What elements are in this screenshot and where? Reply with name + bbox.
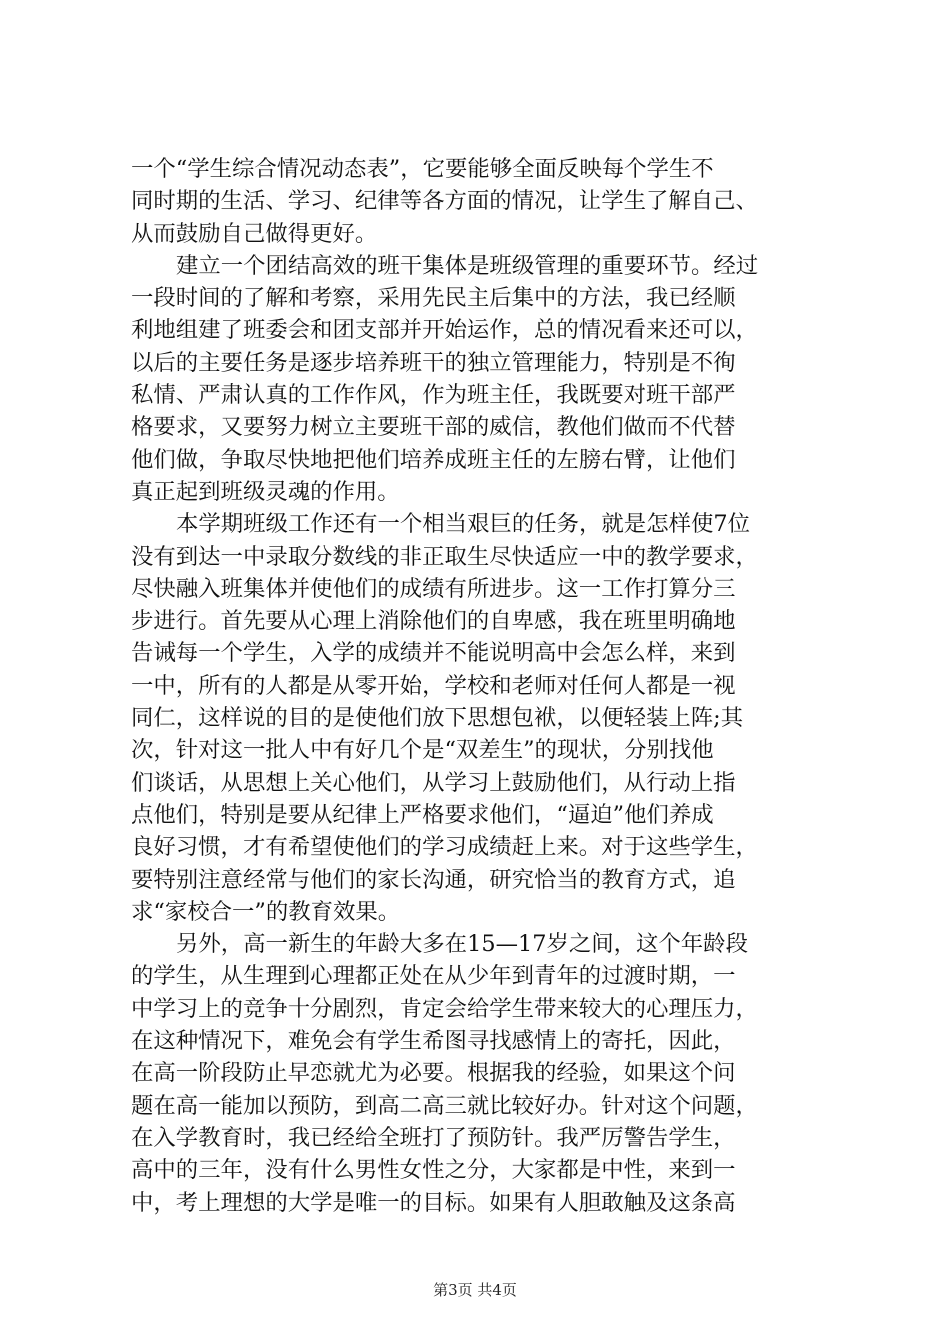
page-footer: 第3页 共4页 [433, 1281, 517, 1299]
text-line: 题在高一能加以预防，到高二高三就比较好办。针对这个问题， [131, 1092, 758, 1119]
text-line: 步进行。首先要从心理上消除他们的自卑感，我在班里明确地 [131, 608, 736, 635]
text-line: 没有到达一中录取分数线的非正取生尽快适应一中的教学要求， [131, 543, 758, 570]
text-line: 要特别注意经常与他们的家长沟通，研究恰当的教育方式，追 [131, 866, 736, 893]
text-line: 在这种情况下，难免会有学生希图寻找感情上的寄托，因此， [131, 1028, 736, 1055]
text-line: 们谈话，从思想上关心他们，从学习上鼓励他们，从行动上指 [131, 769, 736, 796]
text-line: 在入学教育时，我已经给全班打了预防针。我严厉警告学生， [131, 1124, 736, 1151]
text-line: 的学生，从生理到心理都正处在从少年到青年的过渡时期，一 [131, 963, 736, 990]
text-line: 以后的主要任务是逐步培养班干的独立管理能力，特别是不徇 [131, 349, 736, 376]
text-line: 高中的三年，没有什么男性女性之分，大家都是中性，来到一 [131, 1157, 736, 1184]
text-line: 次，针对这一批人中有好几个是“双差生”的现状，分别找他 [131, 737, 714, 764]
text-line: 从而鼓励自己做得更好。 [131, 220, 378, 247]
text-line: 真正起到班级灵魂的作用。 [131, 478, 400, 505]
text-line: 在高一阶段防止早恋就尤为必要。根据我的经验，如果这个问 [131, 1060, 736, 1087]
text-line: 他们做，争取尽快地把他们培养成班主任的左膀右臂，让他们 [131, 446, 736, 473]
text-line: 一段时间的了解和考察，采用先民主后集中的方法，我已经顺 [131, 285, 736, 312]
text-line: 建立一个团结高效的班干集体是班级管理的重要环节。经过 [176, 252, 759, 279]
text-line: 同时期的生活、学习、纪律等各方面的情况，让学生了解自己、 [131, 188, 758, 215]
text-line: 求“家校合一”的教育效果。 [131, 898, 401, 925]
text-line: 中学习上的竞争十分剧烈，肯定会给学生带来较大的心理压力， [131, 995, 758, 1022]
text-line: 同仁，这样说的目的是使他们放下思想包袱，以便轻装上阵;其 [131, 705, 744, 732]
text-line: 良好习惯，才有希望使他们的学习成绩赶上来。对于这些学生， [131, 834, 758, 861]
text-line: 私情、严肃认真的工作作风，作为班主任，我既要对班干部严 [131, 382, 736, 409]
text-line: 一个“学生综合情况动态表”，它要能够全面反映每个学生不 [131, 156, 714, 182]
text-line: 告诫每一个学生，入学的成绩并不能说明高中会怎么样，来到 [131, 640, 736, 667]
text-line: 本学期班级工作还有一个相当艰巨的任务，就是怎样使7位 [176, 511, 751, 538]
text-line: 另外，高一新生的年龄大多在15—17岁之间，这个年龄段 [176, 931, 748, 958]
text-line: 一中，所有的人都是从零开始，学校和老师对任何人都是一视 [131, 672, 736, 699]
text-line: 尽快融入班集体并使他们的成绩有所进步。这一工作打算分三 [131, 575, 736, 602]
body-text [131, 153, 831, 1219]
text-line: 格要求，又要努力树立主要班干部的威信，教他们做而不代替 [131, 414, 736, 441]
text-line: 点他们，特别是要从纪律上严格要求他们，“逼迫”他们养成 [131, 801, 714, 828]
text-line: 中，考上理想的大学是唯一的目标。如果有人胆敢触及这条高 [131, 1189, 736, 1216]
text-line: 利地组建了班委会和团支部并开始运作，总的情况看来还可以， [131, 317, 758, 344]
